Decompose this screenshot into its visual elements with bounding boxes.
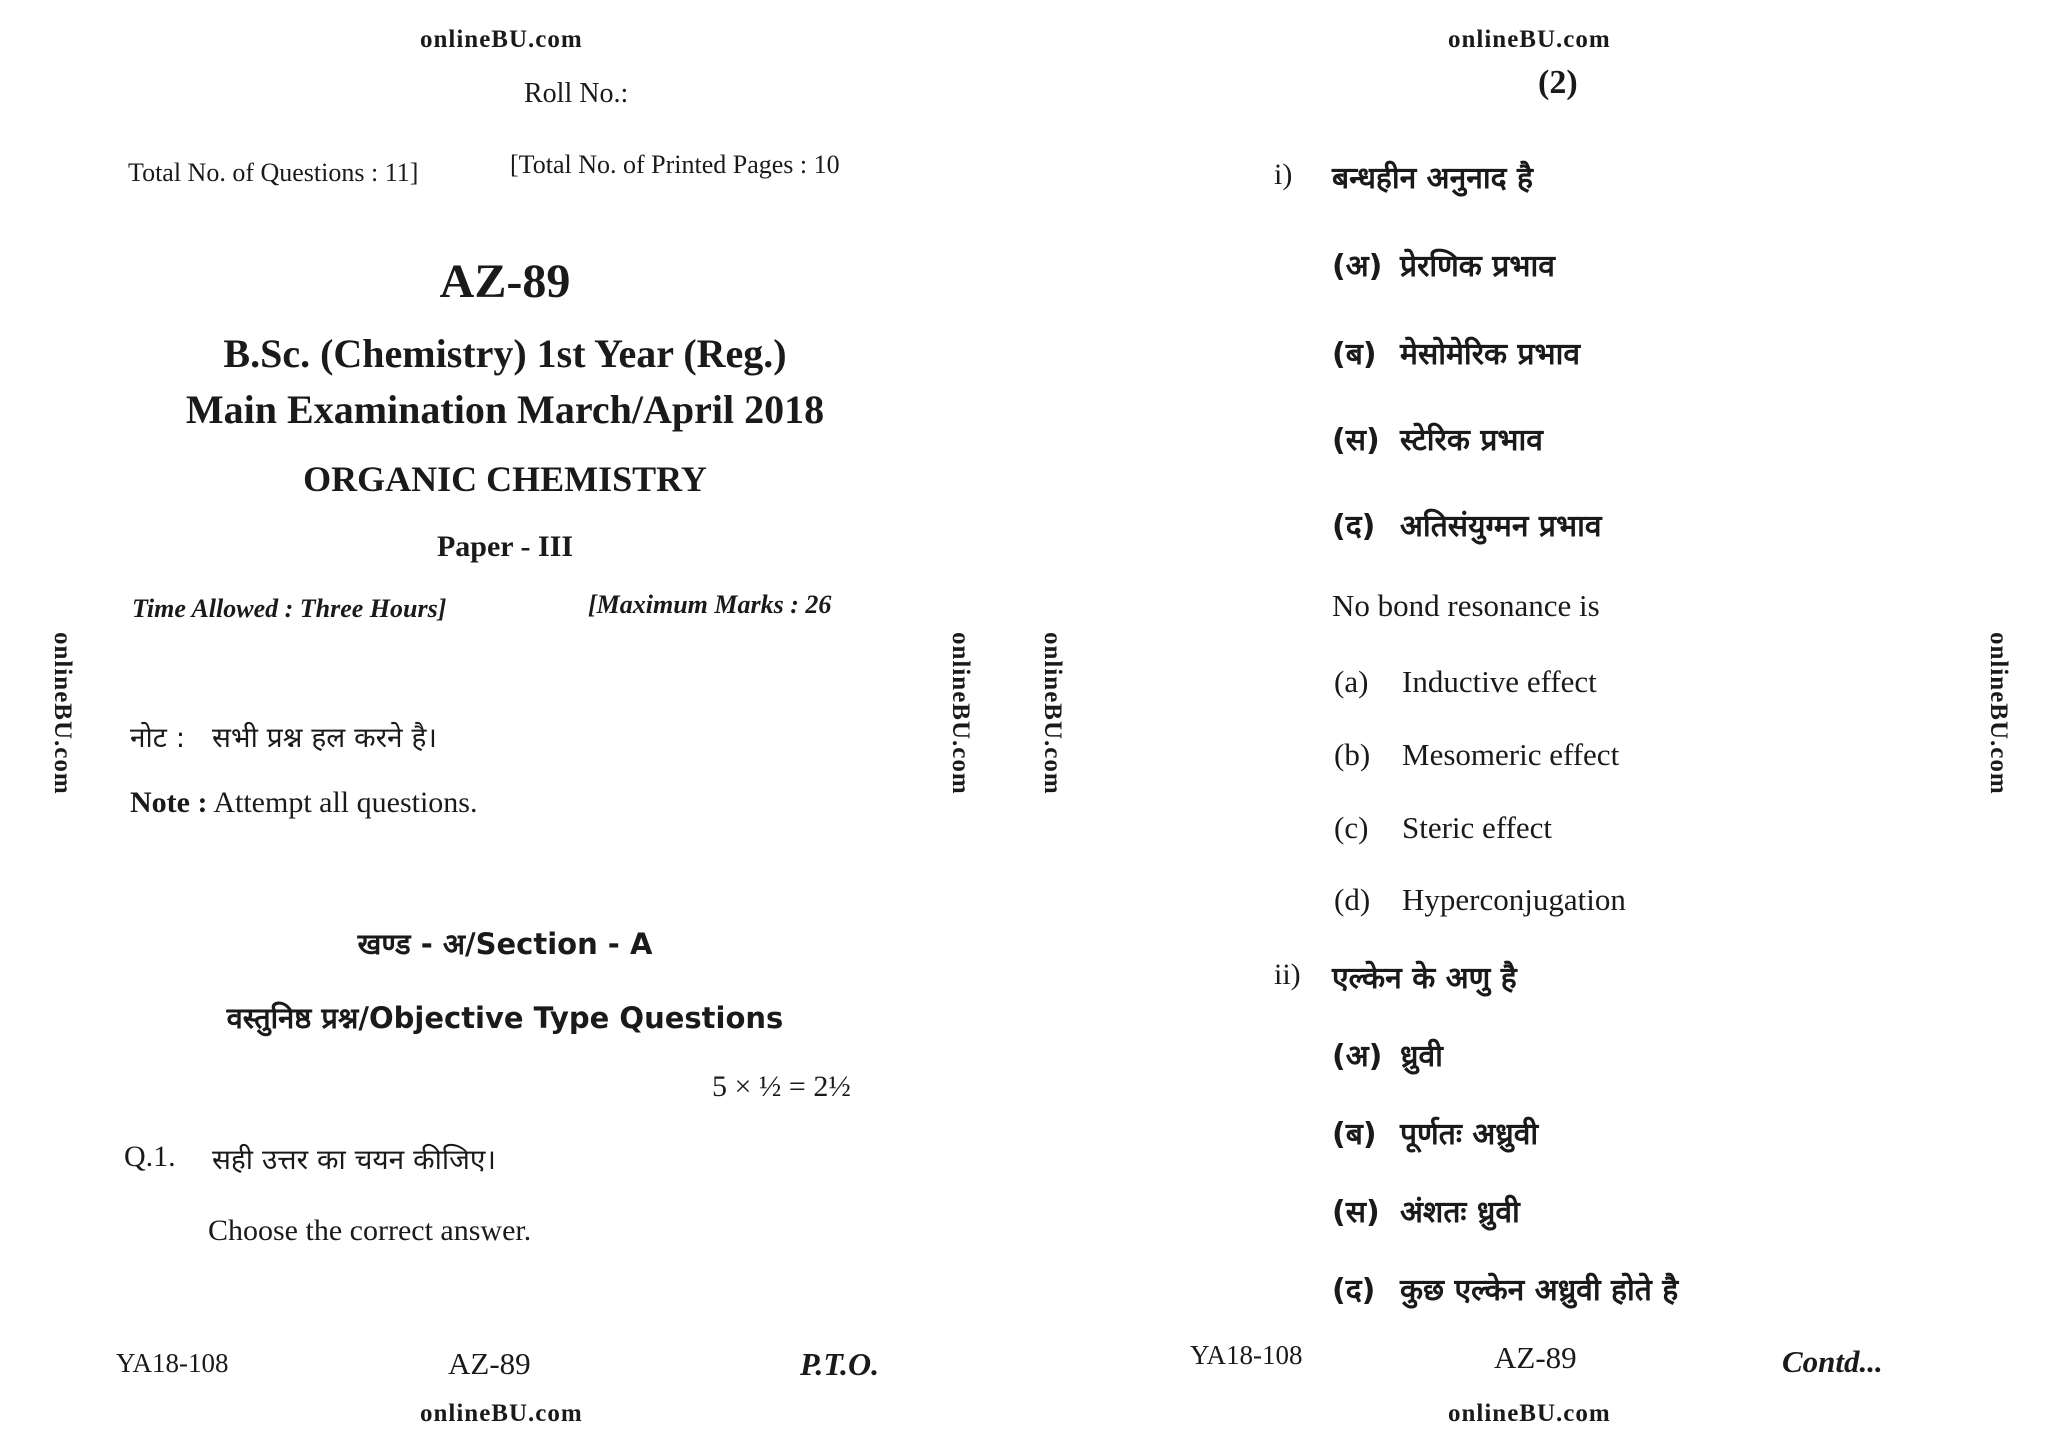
site-watermark-left-margin: onlineBU.com xyxy=(49,632,76,795)
total-pages: [Total No. of Printed Pages : 10 xyxy=(510,150,840,179)
note-english-text: Attempt all questions. xyxy=(213,786,478,819)
note-hindi-label: नोट : xyxy=(130,721,186,754)
objective-heading: वस्तुनिष्ठ प्रश्न/Objective Type Questions xyxy=(226,1001,784,1035)
page-number: (2) xyxy=(1538,64,1578,101)
question-ii-number: ii) xyxy=(1274,958,1301,991)
exam-title: Main Examination March/April 2018 xyxy=(185,387,825,432)
footer-code-left: YA18-108 xyxy=(1190,1340,1303,1370)
time-allowed: Time Allowed : Three Hours] xyxy=(132,594,447,623)
question-1-english: Choose the correct answer. xyxy=(208,1214,532,1247)
roll-number-label: Roll No.: xyxy=(524,78,629,109)
question-i-hindi-option: (द) अतिसंयुग्मन प्रभाव xyxy=(1332,509,1602,544)
site-watermark-right-margin: onlineBU.com xyxy=(1985,632,2012,795)
question-i-hindi-option: (स) स्टेरिक प्रभाव xyxy=(1332,423,1543,458)
site-watermark-bottom: onlineBU.com xyxy=(1448,1400,1611,1427)
question-i-english-option: (b) Mesomeric effect xyxy=(1334,737,1620,772)
note-english-label: Note : xyxy=(130,786,208,819)
site-watermark-left-margin: onlineBU.com xyxy=(1039,632,1066,795)
paper-number: Paper - III xyxy=(436,530,574,563)
site-watermark-top: onlineBU.com xyxy=(1448,26,1611,53)
note-hindi-text: सभी प्रश्न हल करने है। xyxy=(211,721,437,754)
note-hindi xyxy=(130,718,437,756)
marks-formula: 5 × ½ = 2½ xyxy=(712,1070,851,1103)
footer-code-left: YA18-108 xyxy=(116,1348,229,1378)
question-ii-hindi: एल्केन के अणु है xyxy=(1332,961,1517,996)
note-english xyxy=(130,786,477,820)
question-1-number: Q.1. xyxy=(124,1140,176,1173)
question-i-english-option: (a) Inductive effect xyxy=(1334,664,1597,699)
site-watermark-top: onlineBU.com xyxy=(420,26,583,53)
question-i-english-option: (d) Hyperconjugation xyxy=(1334,882,1626,917)
footer-pto: P.T.O. xyxy=(800,1346,880,1382)
course-title: B.Sc. (Chemistry) 1st Year (Reg.) xyxy=(223,331,787,376)
footer-paper-code: AZ-89 xyxy=(1494,1340,1577,1375)
question-i-english: No bond resonance is xyxy=(1332,588,1600,623)
section-heading: खण्ड - अ/Section - A xyxy=(357,927,653,961)
site-watermark-bottom: onlineBU.com xyxy=(420,1400,583,1427)
question-1-hindi: सही उत्तर का चयन कीजिए। xyxy=(212,1143,496,1176)
footer-contd: Contd... xyxy=(1782,1344,1883,1379)
question-i-hindi-option: (ब) मेसोमेरिक प्रभाव xyxy=(1332,337,1581,372)
total-questions: Total No. of Questions : 11] xyxy=(128,158,419,187)
question-i-number: i) xyxy=(1274,158,1293,191)
exam-page-2 xyxy=(1024,0,2048,1448)
question-i-english-option: (c) Steric effect xyxy=(1334,810,1553,845)
maximum-marks: [Maximum Marks : 26 xyxy=(588,590,832,619)
question-ii-hindi-option: (स) अंशतः ध्रुवी xyxy=(1332,1195,1520,1230)
question-ii-hindi-option: (अ) ध्रुवी xyxy=(1332,1039,1443,1074)
subject-title: ORGANIC CHEMISTRY xyxy=(303,459,707,499)
paper-code: AZ-89 xyxy=(439,255,571,308)
question-i-hindi-option: (अ) प्रेरणिक प्रभाव xyxy=(1332,249,1555,284)
question-ii-hindi-option: (द) कुछ एल्केन अध्रुवी होते है xyxy=(1332,1273,1679,1308)
question-ii-hindi-option: (ब) पूर्णतः अध्रुवी xyxy=(1332,1117,1539,1152)
question-i-hindi: बन्धहीन अनुनाद है xyxy=(1332,161,1533,196)
site-watermark-right-margin: onlineBU.com xyxy=(947,632,974,795)
footer-paper-code: AZ-89 xyxy=(448,1346,531,1381)
